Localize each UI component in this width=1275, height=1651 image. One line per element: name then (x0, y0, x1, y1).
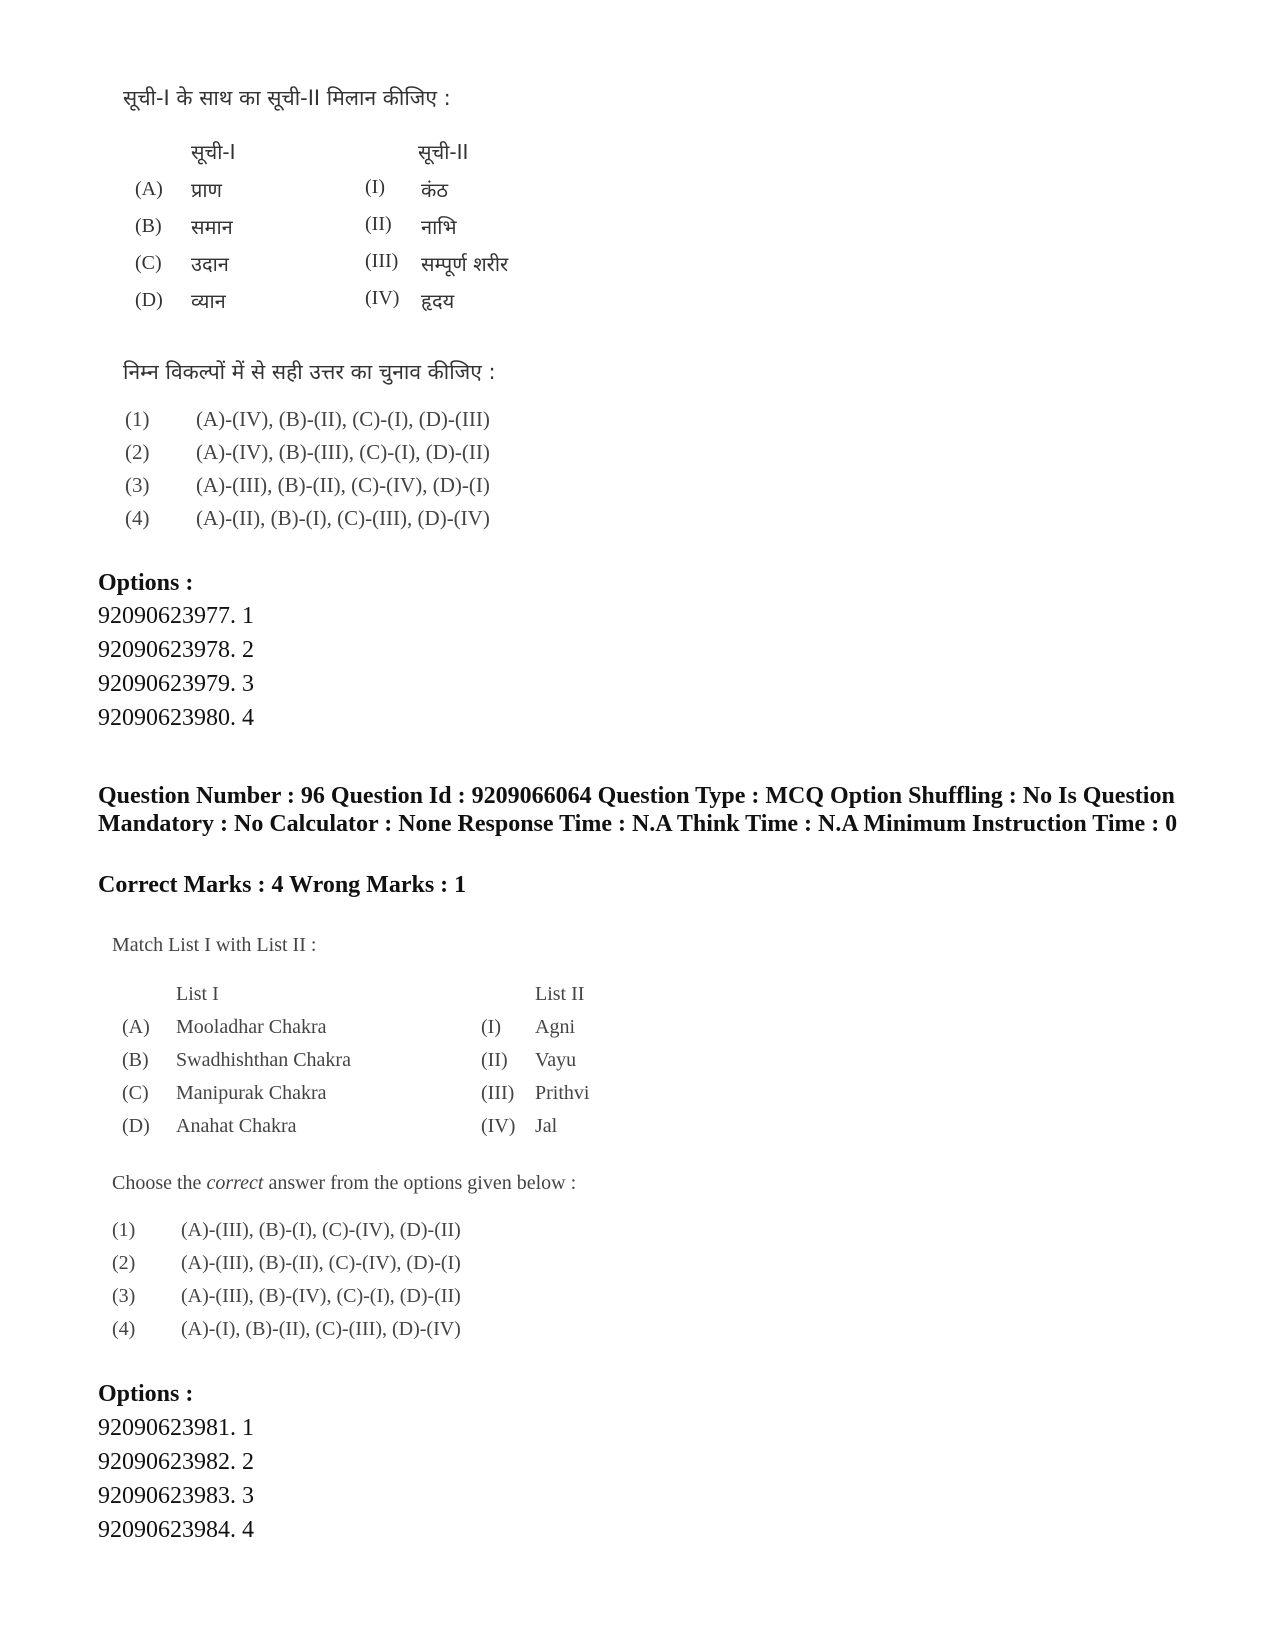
q96-list2-header: List II (535, 983, 585, 1005)
q95-choose-instruction: निम्न विकल्पों में से सही उत्तर का चुनाव कीजिए : (123, 360, 496, 384)
answer-number: (3) (112, 1285, 136, 1307)
q96-row-b (122, 1049, 577, 1072)
q96-option-2: 92090623982. 2 (98, 1449, 254, 1475)
q96-row-label2: (III) (481, 1082, 515, 1104)
answer-text: (A)-(III), (B)-(II), (C)-(IV), (D)-(I) (196, 473, 490, 497)
q96-row-a (122, 1016, 575, 1039)
q95-intro: सूची-I के साथ का सूची-II मिलान कीजिए : (123, 86, 451, 110)
q96-row-label2: (I) (481, 1016, 501, 1038)
answer-text: (A)-(III), (B)-(II), (C)-(IV), (D)-(I) (181, 1252, 461, 1274)
q96-answer-2 (112, 1252, 461, 1275)
q95-row-value2: सम्पूर्ण शरीर (421, 252, 509, 276)
answer-text: (A)-(III), (B)-(I), (C)-(IV), (D)-(II) (181, 1219, 461, 1241)
q96-row-c (122, 1082, 590, 1105)
q96-row-label2: (IV) (481, 1115, 516, 1137)
q95-row-c (135, 250, 509, 276)
q95-row-value: उदान (191, 252, 229, 276)
q96-options-title: Options : (98, 1381, 194, 1407)
q96-row-label: (B) (122, 1049, 149, 1071)
q96-row-label: (D) (122, 1115, 150, 1137)
answer-number: (2) (125, 440, 150, 464)
choose-pre: Choose the (112, 1172, 207, 1194)
q96-row-d (122, 1115, 558, 1138)
q96-answer-4 (112, 1318, 461, 1341)
q95-row-label2: (IV) (365, 287, 400, 309)
q95-row-label: (A) (135, 178, 163, 200)
answer-number: (3) (125, 473, 150, 497)
q96-list1-header: List I (176, 983, 219, 1005)
q95-row-label: (D) (135, 289, 163, 311)
answer-number: (4) (112, 1318, 136, 1340)
q95-option-2: 92090623978. 2 (98, 637, 254, 663)
q96-answer-1 (112, 1219, 461, 1242)
q95-answer-3 (125, 473, 490, 498)
q95-row-label2: (I) (365, 176, 385, 198)
choose-emphasis: correct (206, 1172, 264, 1194)
q95-row-value2: हृदय (421, 289, 455, 313)
q96-option-3: 92090623983. 3 (98, 1483, 254, 1509)
q95-row-a (135, 176, 448, 202)
q96-intro: Match List I with List II : (112, 934, 317, 956)
q95-row-label2: (II) (365, 213, 392, 235)
q95-row-d (135, 287, 455, 313)
choose-post: answer from the options given below : (263, 1172, 577, 1194)
answer-text: (A)-(III), (B)-(IV), (C)-(I), (D)-(II) (181, 1285, 461, 1307)
q96-row-value2: Vayu (535, 1049, 577, 1071)
q96-row-value: Manipurak Chakra (176, 1082, 327, 1104)
q96-option-1: 92090623981. 1 (98, 1415, 254, 1441)
answer-text: (A)-(IV), (B)-(III), (C)-(I), (D)-(II) (196, 440, 490, 464)
answer-number: (2) (112, 1252, 136, 1274)
q96-marks: Correct Marks : 4 Wrong Marks : 1 (98, 872, 467, 898)
q96-row-label2: (II) (481, 1049, 508, 1071)
q96-choose-instruction (112, 1172, 576, 1195)
q95-option-4: 92090623980. 4 (98, 705, 254, 731)
answer-text: (A)-(IV), (B)-(II), (C)-(I), (D)-(III) (196, 407, 490, 431)
q95-list1-header: सूची-I (191, 140, 236, 164)
q95-row-label2: (III) (365, 250, 399, 272)
q96-option-4: 92090623984. 4 (98, 1517, 254, 1543)
q95-row-label: (C) (135, 252, 162, 274)
q96-answer-3 (112, 1285, 461, 1308)
q96-row-value2: Jal (535, 1115, 558, 1137)
q96-row-label: (A) (122, 1016, 150, 1038)
q96-row-value: Swadhishthan Chakra (176, 1049, 351, 1071)
q95-list2-header: सूची-II (418, 140, 469, 164)
answer-number: (1) (125, 407, 150, 431)
q95-row-value2: नाभि (421, 215, 457, 239)
q96-row-value2: Prithvi (535, 1082, 590, 1104)
answer-text: (A)-(I), (B)-(II), (C)-(III), (D)-(IV) (181, 1318, 461, 1340)
q95-row-b (135, 213, 457, 239)
q95-row-label: (B) (135, 215, 162, 237)
q95-answer-2 (125, 440, 490, 465)
q95-row-value: व्यान (191, 289, 226, 313)
q95-answer-4 (125, 506, 490, 531)
q96-row-value: Anahat Chakra (176, 1115, 297, 1137)
answer-number: (1) (112, 1219, 136, 1241)
q95-answer-1 (125, 407, 490, 432)
q96-row-value2: Agni (535, 1016, 575, 1038)
q95-option-3: 92090623979. 3 (98, 671, 254, 697)
q95-row-value2: कंठ (421, 178, 448, 202)
q95-options-title: Options : (98, 570, 194, 596)
q96-row-label: (C) (122, 1082, 149, 1104)
q95-row-value: प्राण (191, 178, 223, 202)
q95-row-value: समान (191, 215, 233, 239)
answer-text: (A)-(II), (B)-(I), (C)-(III), (D)-(IV) (196, 506, 490, 530)
q96-meta: Question Number : 96 Question Id : 9209066064 Question Type : MCQ Option Shuffling : No Is Question Mandatory : No Calculator : None Response Time : N.A Think Time : N.A Minimum Instruction Time : 0 (98, 783, 1178, 837)
answer-number: (4) (125, 506, 150, 530)
q96-row-value: Mooladhar Chakra (176, 1016, 327, 1038)
q95-option-1: 92090623977. 1 (98, 603, 254, 629)
